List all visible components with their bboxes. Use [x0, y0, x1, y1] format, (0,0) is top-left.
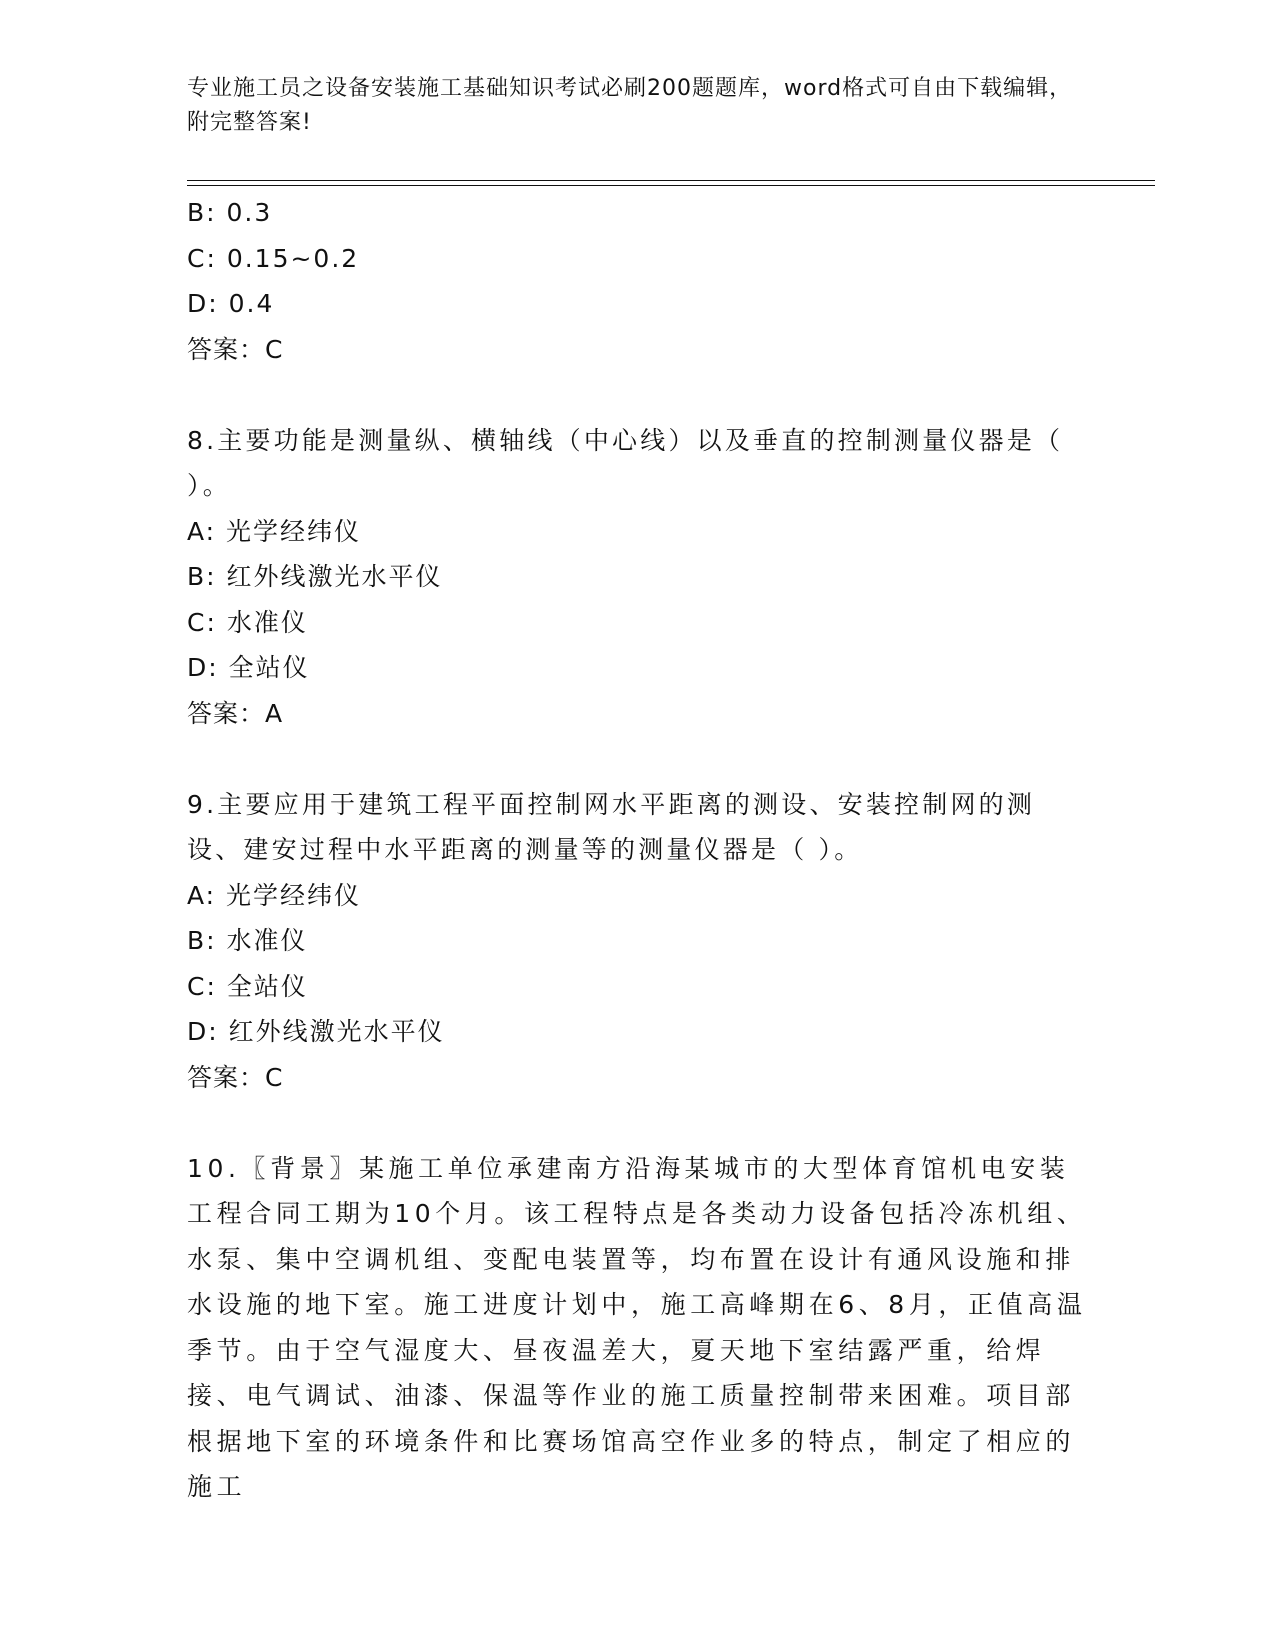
option-a: A: 光学经纬仪 [187, 516, 362, 546]
option-a: A: 光学经纬仪 [187, 880, 362, 910]
header-divider-bottom [187, 185, 1155, 186]
spacer [187, 1100, 1087, 1146]
question-8-block [187, 418, 1087, 737]
option-c: C: 全站仪 [187, 971, 308, 1001]
question-text: 8.主要功能是测量纵、横轴线（中心线）以及垂直的控制测量仪器是（ ）。 [187, 425, 1064, 500]
answer-label: 答案：A [187, 698, 284, 728]
option-d: D: 红外线激光水平仪 [187, 1017, 445, 1046]
option-b: B: 水准仪 [187, 926, 308, 955]
option-c: C: 0.15~0.2 [187, 243, 360, 273]
option-b: B: 红外线激光水平仪 [187, 562, 443, 591]
question-text: 10.〖背景〗某施工单位承建南方沿海某城市的大型体育馆机电安装工程合同工期为10个月。该工程特点是各类动力设备包括冷冻机组、水泵、集中空调机组、变配电装置等，均布置在设计有通风设施和排水设施的地下室。施工进度计划中，施工高峰期在6、8月，正值高温季节。由于空气湿度大、昼夜温差大，夏天地下室结露严重，给焊接、电气调试、油漆、保温等作业的施工质量控制带来困难。项目部根据地下室的环境条件和比赛场馆高空作业多的特点，制定了相应的施工 [187, 1153, 1087, 1501]
question-text: 9.主要应用于建筑工程平面控制网水平距离的测设、安装控制网的测设、建安过程中水平距离的测量等的测量仪器是（ ）。 [187, 789, 1036, 864]
option-b: B: 0.3 [187, 198, 273, 227]
header-divider-top [187, 180, 1155, 181]
page-header-title: 专业施工员之设备安装施工基础知识考试必刷200题题库，word格式可自由下载编辑，附完整答案! [187, 76, 1073, 135]
option-d: D: 全站仪 [187, 653, 310, 682]
question-10-block [187, 1146, 1087, 1510]
answer-label: 答案：C [187, 334, 284, 364]
option-c: C: 水准仪 [187, 607, 308, 637]
answer-label: 答案：C [187, 1062, 284, 1092]
document-body [187, 190, 1087, 1510]
spacer [187, 372, 1087, 418]
question-7-block [187, 190, 1087, 372]
question-9-block [187, 782, 1087, 1101]
spacer [187, 736, 1087, 782]
option-d: D: 0.4 [187, 289, 275, 318]
